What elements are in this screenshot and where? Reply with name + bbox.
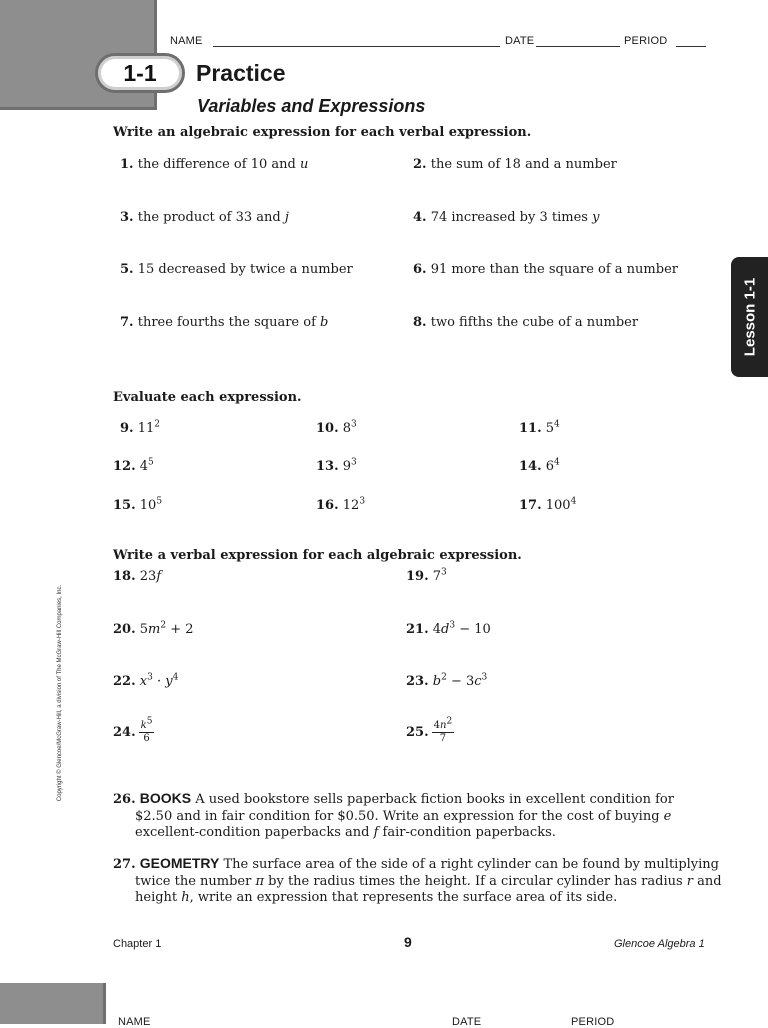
exercise-11: 11. $5^4$ xyxy=(519,419,560,436)
exercise-1: 1. the difference of 10 and u xyxy=(120,157,309,172)
exercise-25: 25. $\frac{4n^2}{7}$ xyxy=(406,716,453,744)
next-page-period-label: PERIOD xyxy=(571,1016,615,1028)
exercise-12: 12. $4^5$ xyxy=(113,457,154,474)
exercise-6: 6. 91 more than the square of a number xyxy=(413,262,678,277)
lesson-number-badge: 1-1 xyxy=(95,53,185,93)
fraction-25: $\frac{4n^2}{7}$ xyxy=(433,716,453,744)
exercise-24: 24. $\frac{k^5}{6}$ xyxy=(113,716,153,744)
exercise-19: 19. $7^3$ xyxy=(406,567,447,584)
exercise-17: 17. $100^4$ xyxy=(519,496,577,513)
word-problem-26: 26. BOOKS A used bookstore sells paperback fiction books in excellent condition for $2.50 and in fair condition for $0.50. Write an expression for the cost of buying e excellent-condition paperbacks and f fair-condition paperbacks. xyxy=(113,790,674,840)
name-label: NAME xyxy=(170,35,203,47)
fraction-24: $\frac{k^5}{6}$ xyxy=(140,716,153,744)
date-blank[interactable] xyxy=(536,46,620,47)
exercise-13: 13. $9^3$ xyxy=(316,457,357,474)
word-problem-27: 27. GEOMETRY The surface area of the side of a right cylinder can be found by multiplying twice the number π by the radius times the height. If a circular cylinder has radius r and height h, write an expression that represents the surface area of its side. xyxy=(113,855,722,905)
exercise-23: 23. $b^2 - 3c^3$ xyxy=(406,672,488,689)
page-title: Practice xyxy=(196,60,286,86)
exercise-22: 22. $x^3 \cdot y^4$ xyxy=(113,672,179,689)
section2-instruction: Evaluate each expression. xyxy=(113,390,302,405)
name-blank[interactable] xyxy=(213,46,500,47)
exercise-18: 18. 23f xyxy=(113,569,162,584)
exercise-14: 14. $6^4$ xyxy=(519,457,560,474)
exercise-2: 2. the sum of 18 and a number xyxy=(413,157,617,172)
section3-instruction: Write a verbal expression for each algebraic expression. xyxy=(113,548,522,563)
exercise-4: 4. 74 increased by 3 times y xyxy=(413,210,600,225)
copyright-notice: Copyright © Glencoe/McGraw-Hill, a division of The McGraw-Hill Companies, Inc. xyxy=(57,584,63,802)
lesson-side-tab xyxy=(731,257,768,377)
footer-page-number: 9 xyxy=(404,934,412,950)
exercise-21: 21. $4d^3 - 10$ xyxy=(406,620,491,637)
page-subtitle: Variables and Expressions xyxy=(197,96,426,116)
exercise-10: 10. $8^3$ xyxy=(316,419,357,436)
footer-chapter: Chapter 1 xyxy=(113,938,162,950)
section1-instruction: Write an algebraic expression for each verbal expression. xyxy=(113,125,532,140)
exercise-15: 15. $10^5$ xyxy=(113,496,163,513)
next-page-corner-tab xyxy=(0,983,106,1024)
next-page-date-label: DATE xyxy=(452,1016,482,1028)
exercise-7: 7. three fourths the square of b xyxy=(120,315,329,330)
exercise-16: 16. $12^3$ xyxy=(316,496,366,513)
exercise-3: 3. the product of 33 and j xyxy=(120,210,289,225)
next-page-name-label: NAME xyxy=(118,1016,151,1028)
exercise-20: 20. $5m^2 + 2$ xyxy=(113,620,194,637)
period-label: PERIOD xyxy=(624,35,668,47)
period-blank[interactable] xyxy=(676,46,706,47)
exercise-5: 5. 15 decreased by twice a number xyxy=(120,262,353,277)
footer-book-title: Glencoe Algebra 1 xyxy=(614,938,705,950)
exercise-8: 8. two fifths the cube of a number xyxy=(413,315,639,330)
exercise-9: 9. $11^2$ xyxy=(120,419,160,436)
date-label: DATE xyxy=(505,35,535,47)
lesson-side-tab-label: Lesson 1-1 xyxy=(741,277,758,357)
